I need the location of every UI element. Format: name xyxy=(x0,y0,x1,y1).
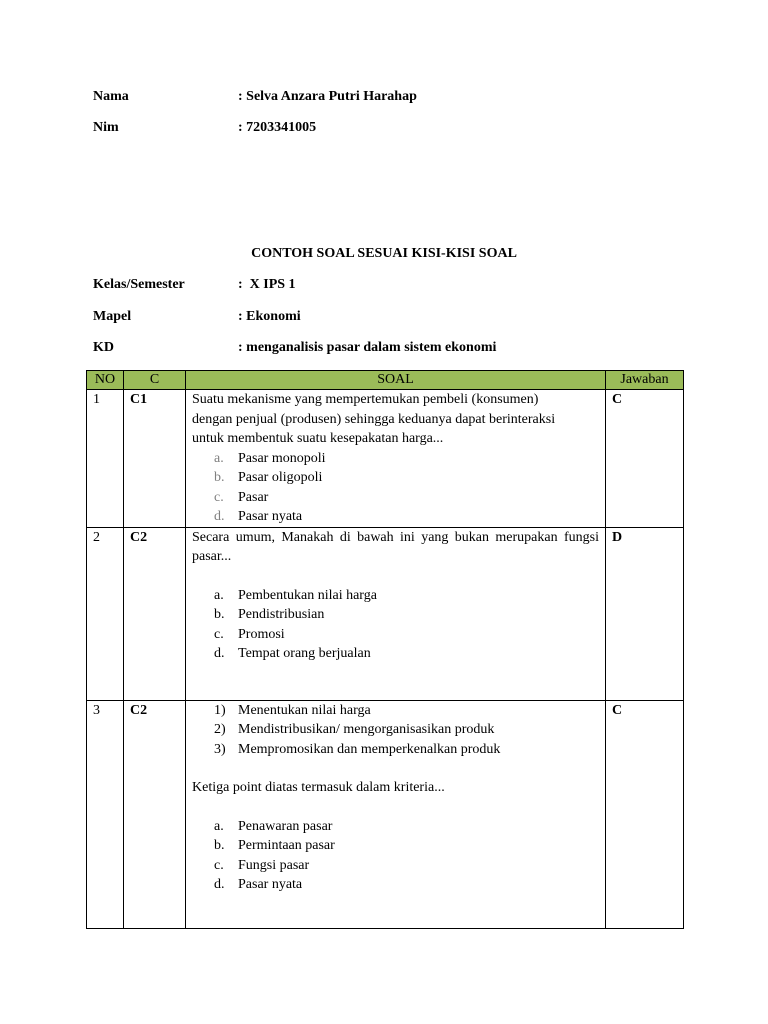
row-question xyxy=(186,700,606,928)
option-item: a. Pembentukan nilai harga xyxy=(214,587,377,603)
nim-value: : 7203341005 xyxy=(238,120,317,135)
table-header-row xyxy=(87,371,684,390)
kd-label: KD xyxy=(93,340,114,355)
option-list xyxy=(192,586,599,664)
row-no: 1 xyxy=(87,390,124,528)
question-line: dengan penjual (produsen) sehingga keduanya dapat berinteraksi xyxy=(192,411,556,427)
kd-value: : menganalisis pasar dalam sistem ekonomi xyxy=(238,340,497,355)
option-item: a. Penawaran pasar xyxy=(214,818,333,834)
option-item: d. Pasar nyata xyxy=(214,877,303,892)
point-item: 1) Menentukan nilai harga xyxy=(214,702,371,718)
row-no: 3 xyxy=(87,700,124,928)
point-item: 3) Mempromosikan dan memperkenalkan produk xyxy=(214,741,501,757)
point-list xyxy=(192,701,599,760)
option-item: c. Promosi xyxy=(214,626,285,642)
question-text: Ketiga point diatas termasuk dalam kriteria... xyxy=(192,780,445,795)
nim-label: Nim xyxy=(93,120,119,135)
row-c-level: C2 xyxy=(124,700,186,928)
document-title: CONTOH SOAL SESUAI KISI-KISI SOAL xyxy=(251,246,517,261)
option-item: b. Pasar oligopoli xyxy=(214,470,323,485)
option-item: c. Pasar xyxy=(214,489,269,505)
option-list xyxy=(192,817,599,895)
header-soal: SOAL xyxy=(186,371,606,390)
row-answer: D xyxy=(606,527,684,700)
option-item: c. Fungsi pasar xyxy=(214,857,310,873)
row-no: 2 xyxy=(87,527,124,700)
table-row xyxy=(87,700,684,928)
kelas-value: : X IPS 1 xyxy=(238,277,296,292)
row-answer: C xyxy=(606,390,684,528)
mapel-value: : Ekonomi xyxy=(238,309,301,324)
row-question xyxy=(186,390,606,528)
option-item: b. Pendistribusian xyxy=(214,607,325,622)
header-no: NO xyxy=(87,371,124,390)
row-c-level: C1 xyxy=(124,390,186,528)
name-label: Nama xyxy=(93,89,129,104)
point-item: 2) Mendistribusikan/ mengorganisasikan produk xyxy=(214,722,495,737)
question-text: Secara umum, Manakah di bawah ini yang bukan merupakan fungsi pasar... xyxy=(192,529,599,564)
question-table xyxy=(86,370,684,929)
row-c-level: C2 xyxy=(124,527,186,700)
option-item: b. Permintaan pasar xyxy=(214,838,335,853)
option-item: d. Tempat orang berjualan xyxy=(214,646,371,661)
question-line: untuk membentuk suatu kesepakatan harga... xyxy=(192,431,444,446)
header-jawaban: Jawaban xyxy=(606,371,684,390)
table-row xyxy=(87,390,684,528)
option-item: d. Pasar nyata xyxy=(214,509,303,524)
name-value: : Selva Anzara Putri Harahap xyxy=(238,89,417,104)
option-list xyxy=(192,449,599,527)
mapel-label: Mapel xyxy=(93,309,132,324)
table-row xyxy=(87,527,684,700)
option-item: a. Pasar monopoli xyxy=(214,450,326,466)
row-question xyxy=(186,527,606,700)
row-answer: C xyxy=(606,700,684,928)
header-c: C xyxy=(124,371,186,390)
kelas-label: Kelas/Semester xyxy=(93,277,185,292)
question-line: Suatu mekanisme yang mempertemukan pembeli (konsumen) xyxy=(192,392,539,407)
